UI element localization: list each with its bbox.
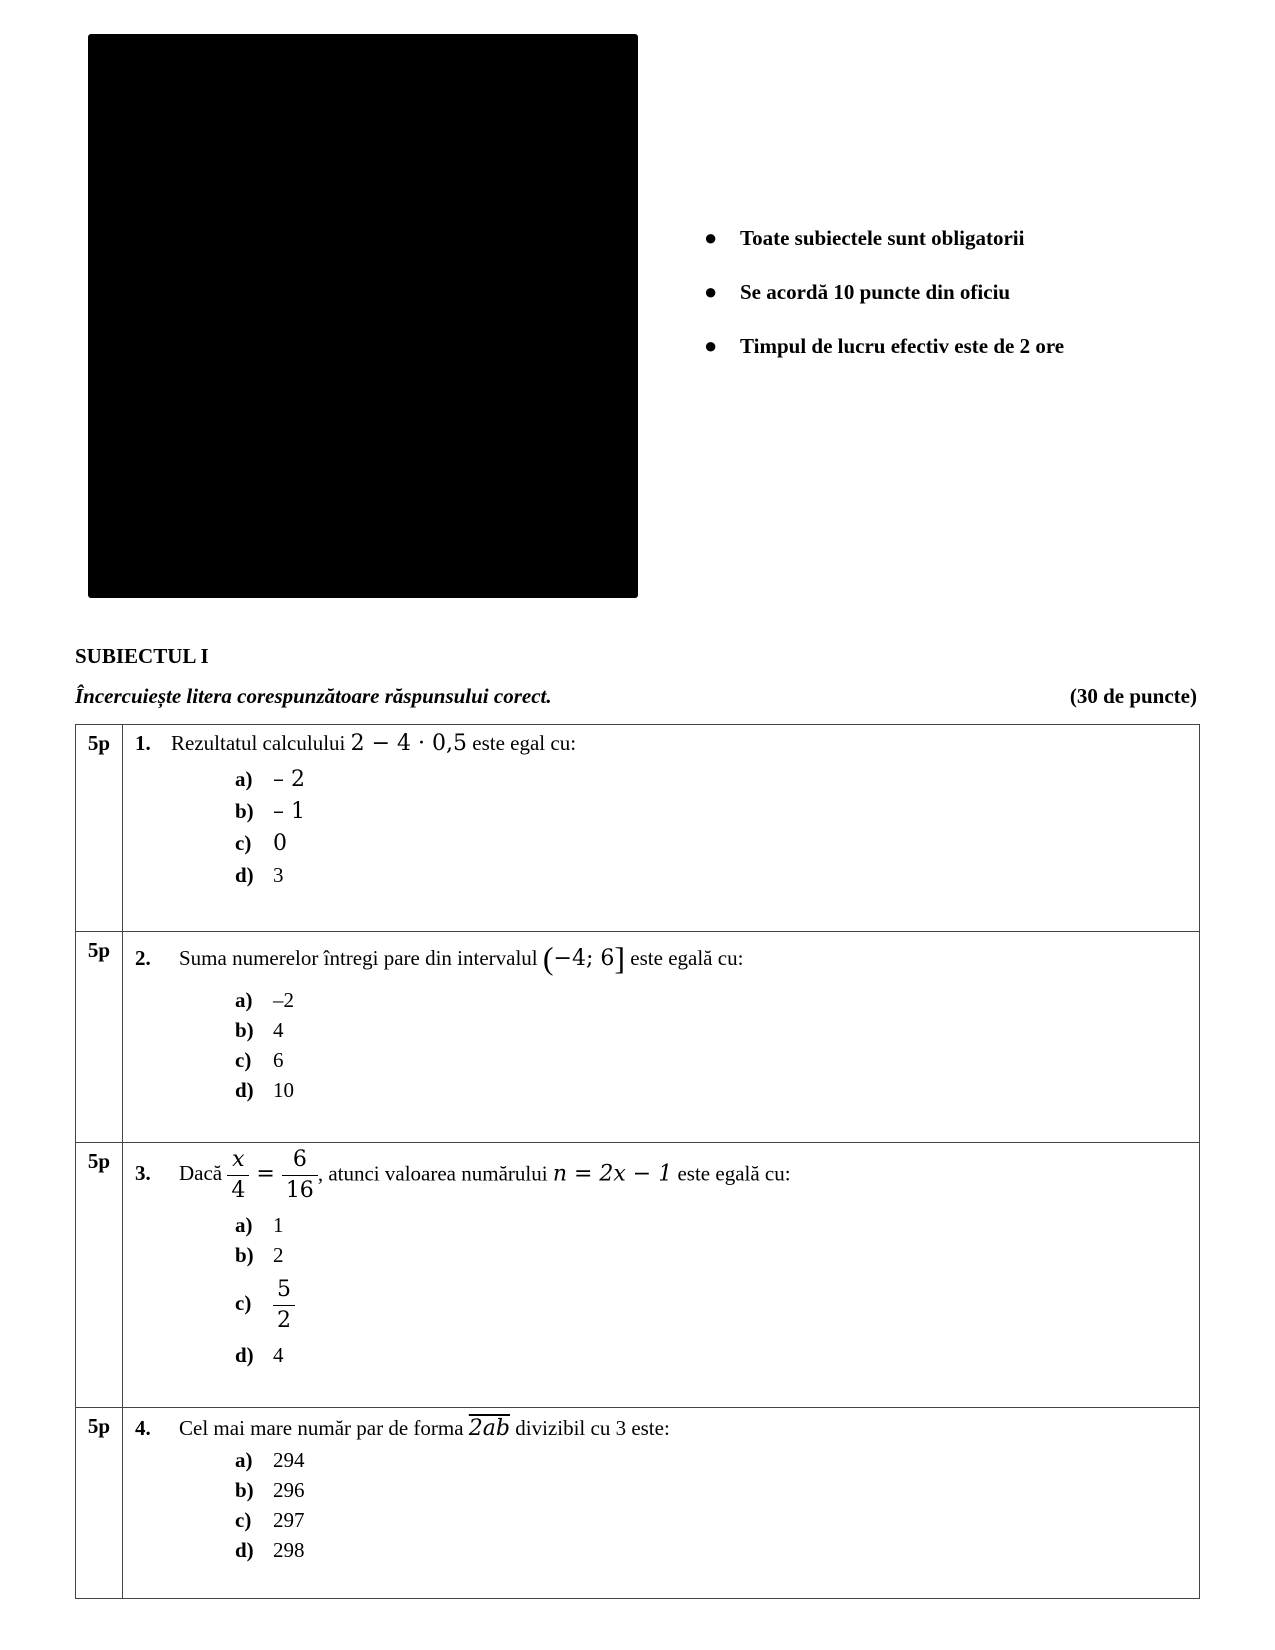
question-body — [123, 1408, 1200, 1599]
answer-option[interactable]: b) 2 — [235, 1243, 284, 1267]
question-points: 5p — [76, 932, 123, 1143]
answer-option[interactable]: c) 297 — [235, 1508, 305, 1532]
answer-option[interactable]: a) –2 — [235, 988, 294, 1012]
question-number: 3. — [135, 1161, 151, 1186]
question-points: 5p — [76, 1408, 123, 1599]
subject-points: (30 de puncte) — [1069, 684, 1197, 708]
answer-option[interactable]: c) 6 — [235, 1048, 284, 1072]
subject-instruction: Încercuiește litera corespunzătoare răspunsului corect. — [75, 684, 552, 708]
fraction: $\frac{x}{4}$ — [227, 1145, 249, 1206]
instruction-item: ● Se acordă 10 puncte din oficiu — [704, 279, 1011, 304]
question-number: 2. — [135, 946, 151, 970]
math-expression: −4; 6 — [553, 946, 615, 971]
question-points: 5p — [76, 1143, 123, 1408]
question-stem: 1. Rezultatul calculului 2 − 4 · 0,5 este egal cu: — [135, 731, 577, 756]
bullet-icon: ● — [704, 225, 718, 250]
answer-option[interactable]: a) 294 — [235, 1448, 305, 1472]
answer-option[interactable]: d) 3 — [235, 863, 284, 887]
question-row — [76, 932, 1200, 1143]
question-body — [123, 932, 1200, 1143]
bullet-icon: ● — [704, 333, 718, 358]
questions-table — [75, 724, 1200, 1599]
question-stem: 2. Suma numerelor întregi pare din intervalul (−4; 6] este egală cu: — [135, 940, 744, 976]
question-row — [76, 725, 1200, 932]
answer-option[interactable]: d) 4 — [235, 1343, 284, 1367]
answer-option[interactable]: b) 4 — [235, 1018, 284, 1042]
question-stem: 3. Dacă $\frac{x}{4}$ = $\frac{6}{16}$ , atunci valoarea numărului n = 2x − 1 este egală cu: — [135, 1145, 791, 1206]
answer-option[interactable]: c) 0 — [235, 831, 287, 856]
exam-instructions — [700, 226, 1064, 388]
question-body — [123, 725, 1200, 932]
question-points: 5p — [76, 725, 123, 932]
answer-option[interactable]: a) 1 — [235, 1213, 284, 1237]
redacted-header-block — [88, 34, 638, 598]
question-row — [76, 1408, 1200, 1599]
answer-option[interactable]: d) 298 — [235, 1538, 305, 1562]
math-expression: 2 − 4 · 0,5 — [350, 731, 467, 756]
question-number: 4. — [135, 1416, 151, 1440]
subject-title: SUBIECTUL I — [75, 644, 209, 668]
fraction: $\frac{6}{16}$ — [282, 1145, 318, 1206]
question-stem: 4. Cel mai mare număr par de forma 2ab divizibil cu 3 este: — [135, 1416, 670, 1441]
answer-option[interactable]: b) 296 — [235, 1478, 305, 1502]
instruction-item: ● Timpul de lucru efectiv este de 2 ore — [704, 333, 1065, 358]
answer-option[interactable]: a) – 2 — [235, 767, 305, 792]
instruction-item: ● Toate subiectele sunt obligatorii — [704, 225, 1025, 250]
answer-option[interactable]: b) – 1 — [235, 799, 305, 824]
math-expression: n = 2x − 1 — [552, 1161, 673, 1187]
answer-option[interactable]: c) $\frac{5}{2}$ — [235, 1275, 295, 1336]
math-expression: 2ab — [468, 1416, 510, 1441]
bullet-icon: ● — [704, 279, 718, 304]
answer-option[interactable]: d) 10 — [235, 1078, 294, 1102]
fraction: $\frac{5}{2}$ — [273, 1275, 295, 1336]
question-body — [123, 1143, 1200, 1408]
question-row — [76, 1143, 1200, 1408]
question-number: 1. — [135, 731, 151, 755]
